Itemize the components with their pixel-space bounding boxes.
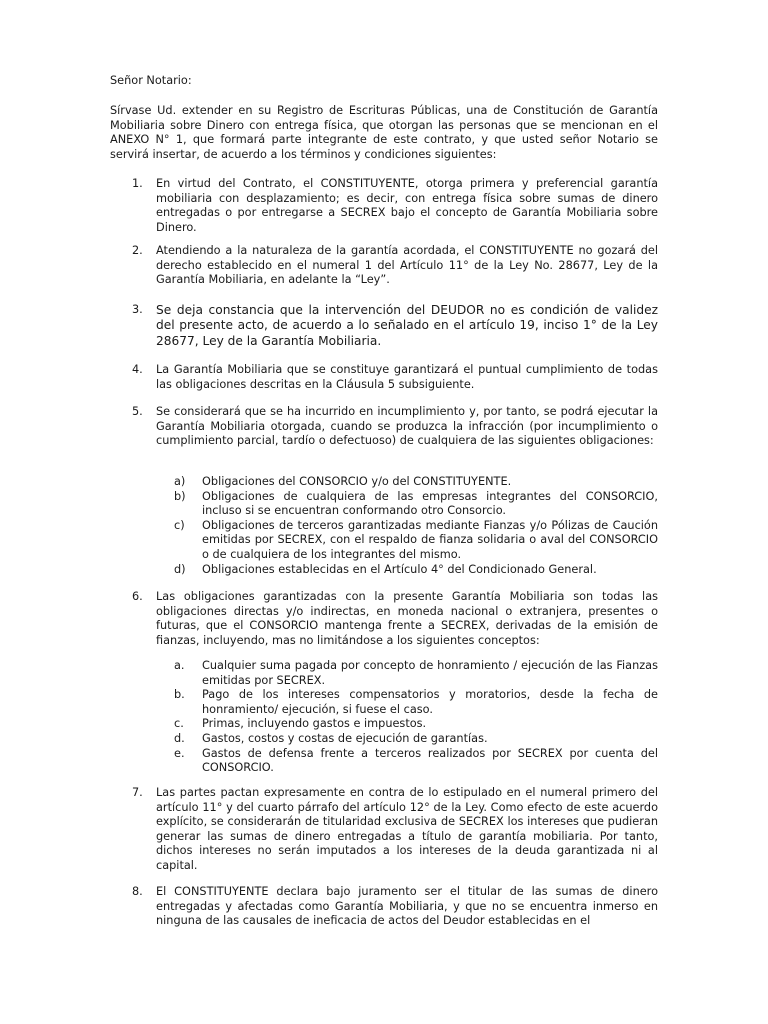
list-marker: b. xyxy=(174,688,185,702)
list-item-text: Obligaciones de cualquiera de las empresas integrantes del CONSORCIO, incluso si se encuentran conformando otro Consorcio. xyxy=(202,489,658,518)
list-marker: d. xyxy=(174,731,185,745)
list-item xyxy=(174,717,658,732)
clause-text: En virtud del Contrato, el CONSTITUYENTE, otorga primera y preferencial garantía mobiliaria con desplazamiento; es decir, con entrega física sobre sumas de dinero entregadas o por entregarse a SECREX bajo el concepto de Garantía Mobiliaria sobre Dinero. xyxy=(156,177,658,234)
list-item xyxy=(174,563,658,578)
list-item xyxy=(174,747,658,776)
clause-text: El CONSTITUYENTE declara bajo juramento ser el titular de las sumas de dinero entregadas y afectadas como Garantía Mobiliaria, y que no se encuentra inmerso en ninguna de las causales de ineficacia de actos del Deudor establecidas en el xyxy=(156,885,658,928)
clause-5 xyxy=(110,405,658,449)
list-item xyxy=(174,732,658,747)
clause-number: 3. xyxy=(132,303,143,316)
list-item-text: Primas, incluyendo gastos e impuestos. xyxy=(202,717,427,731)
clause-number: 1. xyxy=(132,177,143,190)
list-marker: d) xyxy=(174,562,186,576)
list-item xyxy=(174,490,658,519)
list-marker: b) xyxy=(174,489,186,503)
list-item xyxy=(174,475,658,490)
list-item-text: Obligaciones de terceros garantizadas mediante Fianzas y/o Pólizas de Caución emitidas por SECREX, con el respaldo de fianza solidaria o aval del CONSORCIO o de cualquiera de los integrantes del mismo. xyxy=(202,518,658,561)
clause-number: 6. xyxy=(132,590,143,603)
clause-number: 2. xyxy=(132,244,143,257)
clause-2 xyxy=(110,244,658,288)
list-marker: a. xyxy=(174,659,185,672)
clause-text: Las partes pactan expresamente en contra de lo estipulado en el numeral primero del artículo 11° y del cuarto párrafo del artículo 12° de la Ley. Como efecto de este acuerdo explícito, se considerarán de titularidad exclusiva de SECREX los intereses que pudieran generar las sumas de dinero entregadas a título de garantía mobiliaria. Por tanto, dichos intereses no serán imputados a los intereses de la deuda garantizada ni al capital. xyxy=(156,786,658,872)
clause-7 xyxy=(110,786,658,874)
list-marker: c. xyxy=(174,717,184,731)
list-item-text: Pago de los intereses compensatorios y moratorios, desde la fecha de honramiento/ ejecución, si fuese el caso. xyxy=(202,688,658,716)
clause-number: 8. xyxy=(132,885,143,898)
clause-number: 4. xyxy=(132,363,143,376)
clause-6 xyxy=(110,590,658,648)
clause-text: Las obligaciones garantizadas con la presente Garantía Mobiliaria son todas las obligaciones directas y/o indirectas, en moneda nacional o extranjera, presentes o futuras, que el CONSORCIO mantenga frente a SECREX, derivadas de la emisión de fianzas, incluyendo, mas no limitándose a los siguientes conceptos: xyxy=(156,590,658,647)
clause-text: Se considerará que se ha incurrido en incumplimiento y, por tanto, se podrá ejecutar la Garantía Mobiliaria otorgada, cuando se produzca la infracción (por incumplimiento o cumplimiento parcial, tardío o defectuoso) de cualquiera de las siguientes obligaciones: xyxy=(156,405,658,448)
clause-4 xyxy=(110,363,658,392)
list-marker: c) xyxy=(174,518,185,532)
intro-paragraph: Sírvase Ud. extender en su Registro de Escrituras Públicas, una de Constitución de Garantía Mobiliaria sobre Dinero con entrega física, que otorgan las personas que se mencionan en el ANEXO N° 1, que formará parte integrante de este contrato, y que usted señor Notario se servirá insertar, de acuerdo a los términos y condiciones siguientes: xyxy=(110,104,658,161)
list-item-text: Obligaciones del CONSORCIO y/o del CONSTITUYENTE. xyxy=(202,475,512,488)
list-item-text: Obligaciones establecidas en el Artículo 4° del Condicionado General. xyxy=(202,562,597,576)
greeting: Señor Notario: xyxy=(110,74,192,87)
list-item xyxy=(174,659,658,688)
clause-text: Se deja constancia que la intervención del DEUDOR no es condición de validez del presente acto, de acuerdo a lo señalado en el artículo 19, inciso 1° de la Ley 28677, Ley de la Garantía Mobiliaria. xyxy=(156,303,658,348)
list-item-text: Gastos, costos y costas de ejecución de garantías. xyxy=(202,731,488,745)
list-marker: e. xyxy=(174,746,185,760)
clause-3 xyxy=(110,303,658,349)
list-marker: a) xyxy=(174,475,186,488)
list-item xyxy=(174,688,658,717)
clause-number: 5. xyxy=(132,405,143,418)
clause-text: La Garantía Mobiliaria que se constituye garantizará el puntual cumplimiento de todas las obligaciones descritas en la Cláusula 5 subsiguiente. xyxy=(156,363,658,391)
clause-6-concepts-list xyxy=(174,659,658,776)
clause-1 xyxy=(110,177,658,235)
list-item-text: Cualquier suma pagada por concepto de honramiento / ejecución de las Fianzas emitidas por SECREX. xyxy=(202,659,658,687)
list-item-text: Gastos de defensa frente a terceros realizados por SECREX por cuenta del CONSORCIO. xyxy=(202,746,658,775)
clause-5-obligations-list xyxy=(174,475,658,577)
clause-text: Atendiendo a la naturaleza de la garantía acordada, el CONSTITUYENTE no gozará del derecho establecido en el numeral 1 del Artículo 11° de la Ley No. 28677, Ley de la Garantía Mobiliaria, en adelante la “Ley”. xyxy=(156,244,658,287)
clause-number: 7. xyxy=(132,786,143,799)
clause-8 xyxy=(110,885,658,929)
list-item xyxy=(174,519,658,563)
